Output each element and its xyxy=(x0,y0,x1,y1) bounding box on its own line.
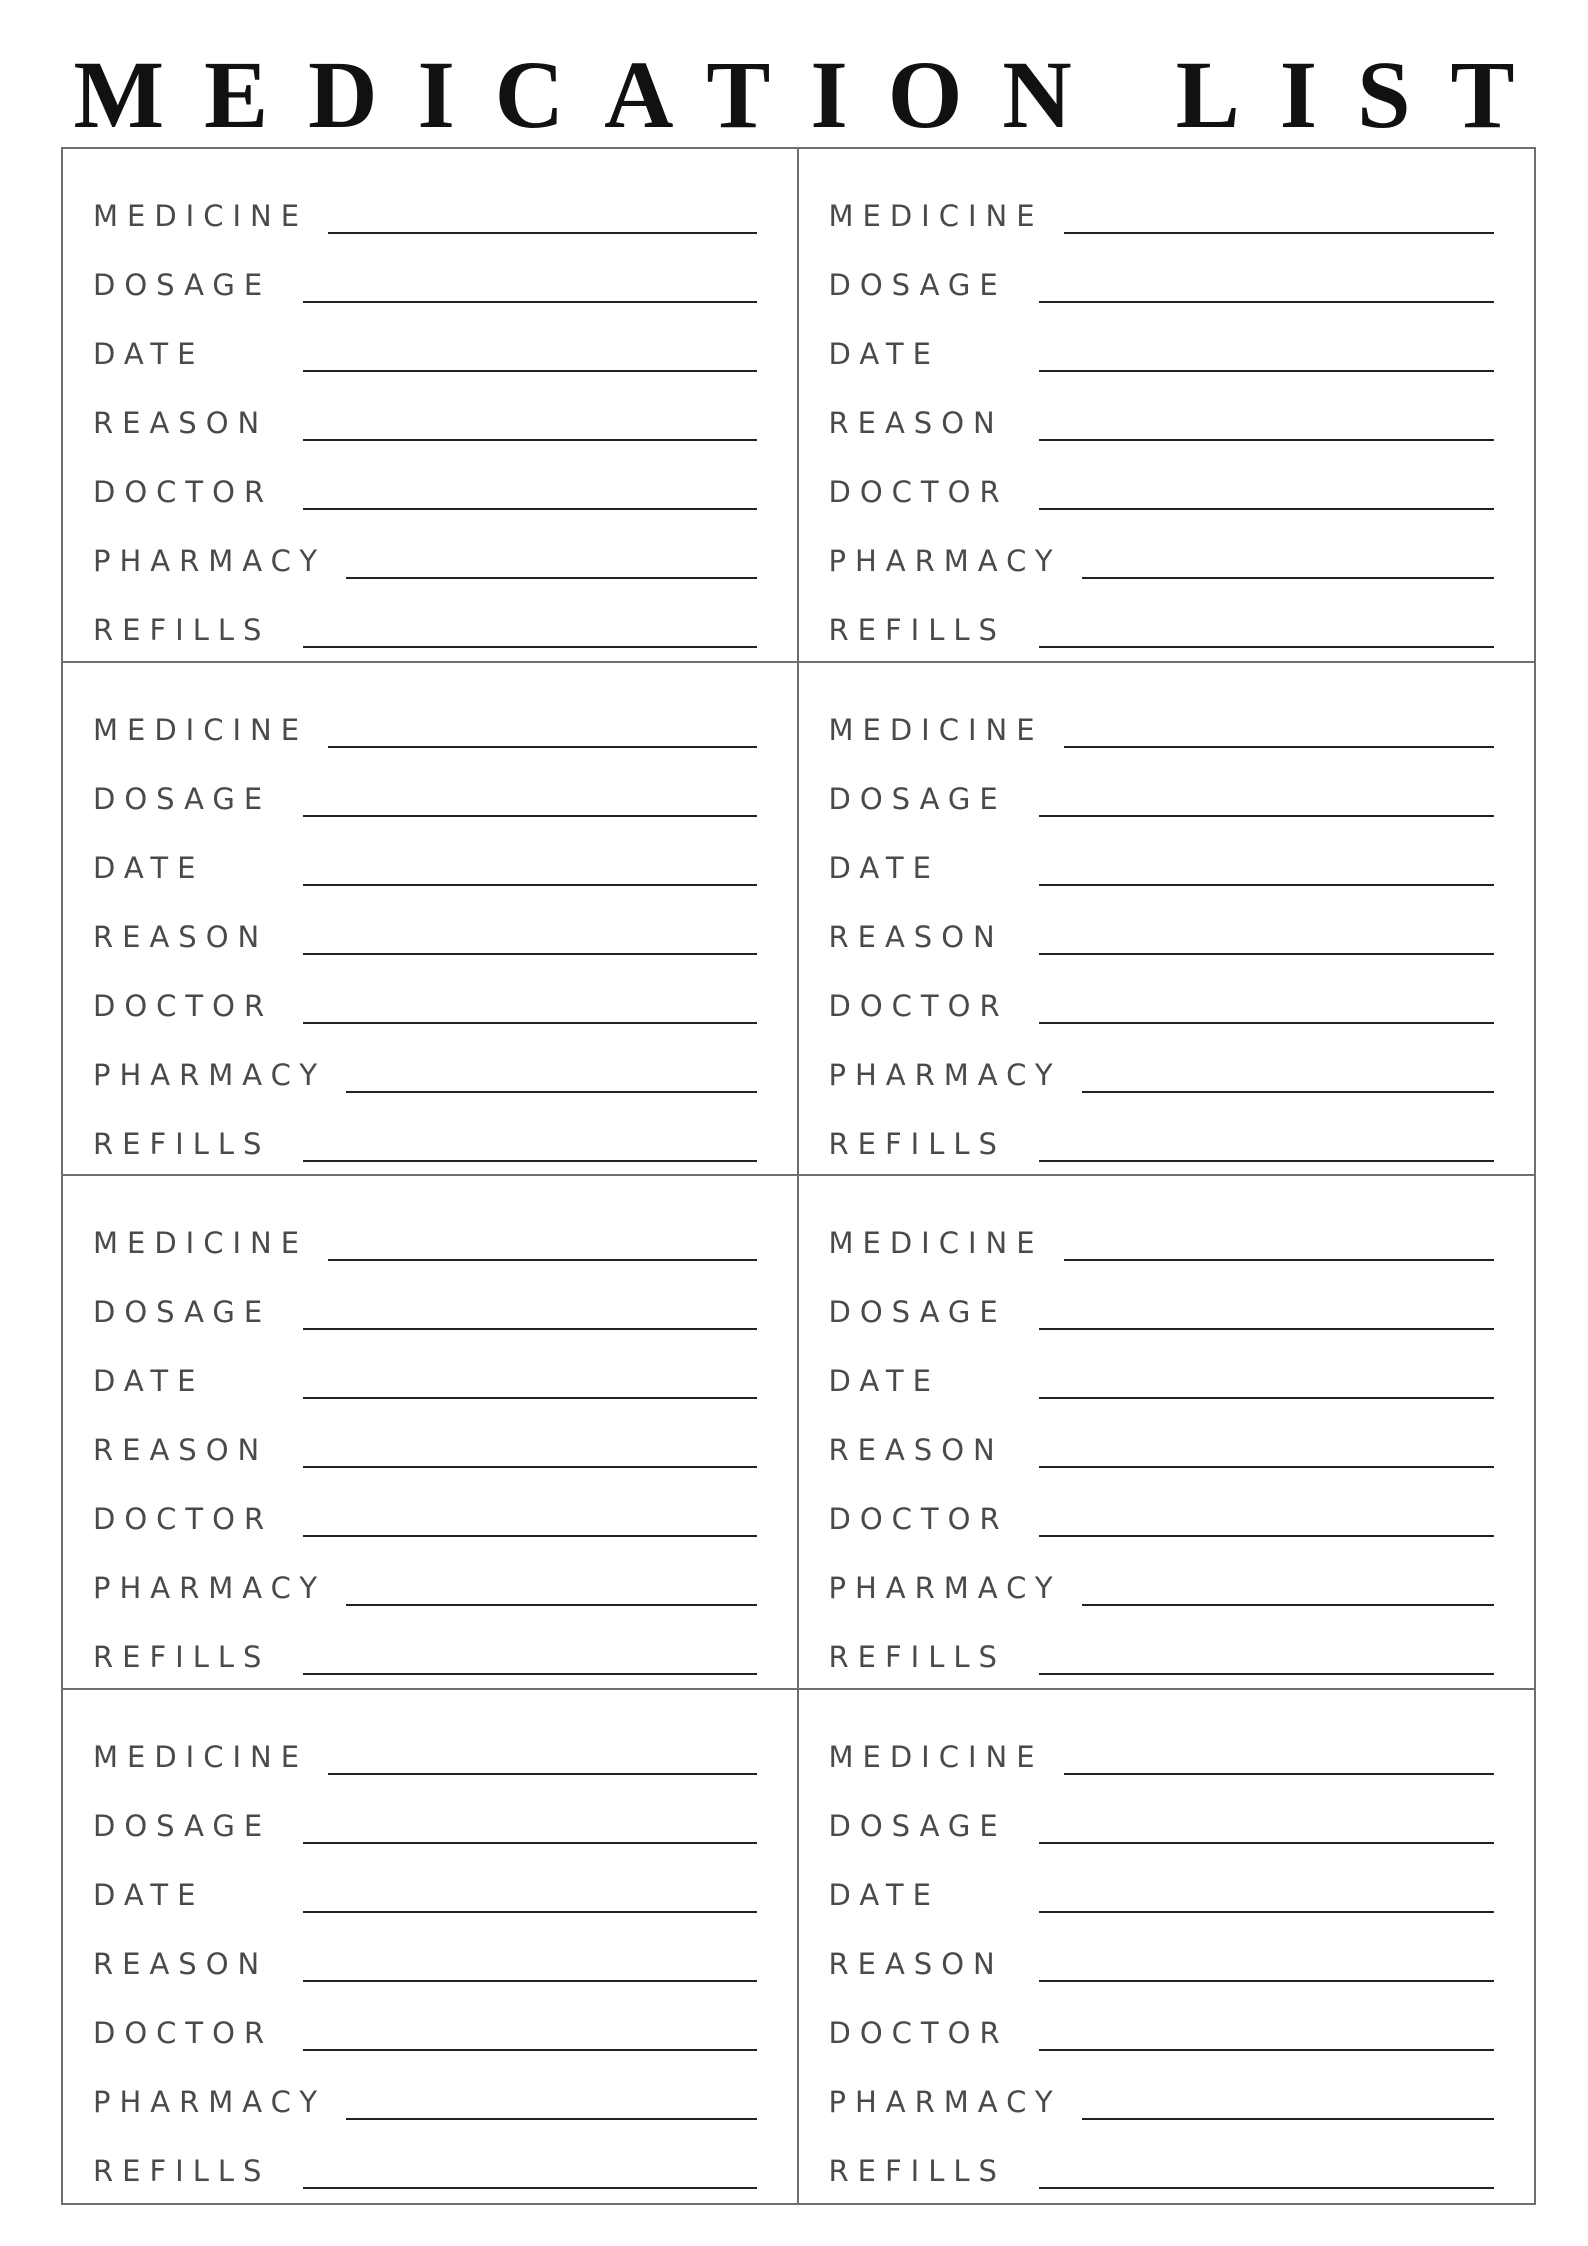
field-label: DOSAGE xyxy=(828,1808,1007,1843)
field-label: DOCTOR xyxy=(93,475,274,509)
field-label: DOCTOR xyxy=(93,988,274,1023)
write-in-line[interactable] xyxy=(303,370,757,372)
field-label: PHARMACY xyxy=(828,2084,1062,2119)
write-in-line[interactable] xyxy=(1039,1535,1495,1537)
field-row xyxy=(93,890,757,959)
write-in-line[interactable] xyxy=(328,1773,756,1775)
field-label: REFILLS xyxy=(828,1640,1006,1674)
field-label: REFILLS xyxy=(93,2153,271,2188)
write-in-line[interactable] xyxy=(1082,1604,1494,1606)
write-in-line[interactable] xyxy=(303,1022,757,1024)
write-in-line[interactable] xyxy=(303,1535,757,1537)
write-in-line[interactable] xyxy=(303,1842,757,1844)
write-in-line[interactable] xyxy=(1082,577,1494,579)
field-label: MEDICINE xyxy=(828,1226,1044,1260)
field-row xyxy=(93,1334,757,1403)
medication-card xyxy=(63,149,799,663)
write-in-line[interactable] xyxy=(346,1604,756,1606)
field-row xyxy=(829,1710,1495,1779)
write-in-line[interactable] xyxy=(1039,1673,1495,1675)
write-in-line[interactable] xyxy=(1039,646,1495,648)
write-in-line[interactable] xyxy=(346,1091,756,1093)
field-row xyxy=(829,1196,1495,1265)
field-label: DOCTOR xyxy=(828,475,1009,509)
field-label: PHARMACY xyxy=(828,1057,1062,1092)
write-in-line[interactable] xyxy=(1039,1022,1495,1024)
write-in-line[interactable] xyxy=(1039,953,1495,955)
write-in-line[interactable] xyxy=(1039,1842,1495,1844)
write-in-line[interactable] xyxy=(303,2049,757,2051)
write-in-line[interactable] xyxy=(1039,1911,1495,1913)
field-label: REASON xyxy=(828,1433,1004,1467)
write-in-line[interactable] xyxy=(1082,2118,1494,2120)
write-in-line[interactable] xyxy=(303,1397,757,1399)
field-row xyxy=(93,307,757,376)
write-in-line[interactable] xyxy=(303,1160,757,1162)
field-row xyxy=(829,1265,1495,1334)
write-in-line[interactable] xyxy=(328,1259,756,1261)
field-label: DOSAGE xyxy=(828,781,1007,816)
write-in-line[interactable] xyxy=(303,815,757,817)
field-label: DATE xyxy=(93,1364,205,1398)
write-in-line[interactable] xyxy=(1039,439,1495,441)
write-in-line[interactable] xyxy=(1039,2187,1495,2189)
field-row xyxy=(829,1028,1495,1097)
medication-card xyxy=(63,1176,799,1690)
medication-card xyxy=(799,1176,1535,1690)
field-row xyxy=(93,238,757,307)
write-in-line[interactable] xyxy=(303,439,757,441)
field-label: MEDICINE xyxy=(93,712,309,747)
write-in-line[interactable] xyxy=(303,884,757,886)
field-label: DOSAGE xyxy=(828,268,1007,302)
field-row xyxy=(93,821,757,890)
medication-card xyxy=(799,663,1535,1177)
write-in-line[interactable] xyxy=(303,508,757,510)
field-label: PHARMACY xyxy=(93,2084,327,2119)
field-label: REFILLS xyxy=(93,613,271,647)
field-label: DOCTOR xyxy=(828,2015,1009,2050)
field-row xyxy=(93,1917,757,1986)
field-label: DATE xyxy=(93,337,205,371)
field-row xyxy=(93,959,757,1028)
field-label: REASON xyxy=(828,919,1004,954)
medication-card xyxy=(799,1690,1535,2204)
field-row xyxy=(829,1403,1495,1472)
field-row xyxy=(93,1265,757,1334)
field-label: DATE xyxy=(828,850,940,885)
page-title: MEDICATION LIST xyxy=(73,41,1555,148)
field-row xyxy=(829,752,1495,821)
field-label: DOSAGE xyxy=(93,781,272,816)
field-row xyxy=(829,959,1495,1028)
field-row xyxy=(829,307,1495,376)
write-in-line[interactable] xyxy=(1039,2049,1495,2051)
field-row xyxy=(93,1541,757,1610)
field-row xyxy=(93,1028,757,1097)
field-label: REASON xyxy=(93,1433,269,1467)
field-row xyxy=(93,1403,757,1472)
write-in-line[interactable] xyxy=(303,2187,757,2189)
field-label: DOCTOR xyxy=(93,2015,274,2050)
field-row xyxy=(829,1986,1495,2055)
field-row xyxy=(93,1779,757,1848)
field-label: DATE xyxy=(93,1877,205,1912)
field-label: DOSAGE xyxy=(93,1295,272,1329)
field-row xyxy=(829,2124,1495,2193)
field-label: MEDICINE xyxy=(828,199,1044,233)
field-row xyxy=(829,1848,1495,1917)
field-label: DOSAGE xyxy=(93,1808,272,1843)
write-in-line[interactable] xyxy=(303,1673,757,1675)
field-label: MEDICINE xyxy=(828,712,1044,747)
field-row xyxy=(829,514,1495,583)
field-label: DOCTOR xyxy=(93,1502,274,1536)
write-in-line[interactable] xyxy=(346,2118,756,2120)
field-label: PHARMACY xyxy=(828,544,1062,578)
field-label: REASON xyxy=(93,919,269,954)
field-row xyxy=(93,583,757,652)
field-label: DATE xyxy=(93,850,205,885)
medication-card xyxy=(799,149,1535,663)
write-in-line[interactable] xyxy=(1064,746,1494,748)
field-label: PHARMACY xyxy=(93,544,327,578)
field-row xyxy=(829,1472,1495,1541)
field-row xyxy=(829,445,1495,514)
field-row xyxy=(829,1541,1495,1610)
field-row xyxy=(93,1986,757,2055)
field-row xyxy=(93,376,757,445)
write-in-line[interactable] xyxy=(303,301,757,303)
field-row xyxy=(93,2124,757,2193)
write-in-line[interactable] xyxy=(303,1911,757,1913)
field-row xyxy=(93,1196,757,1265)
write-in-line[interactable] xyxy=(1064,232,1494,234)
write-in-line[interactable] xyxy=(1039,1466,1495,1468)
field-label: DATE xyxy=(828,1877,940,1912)
medication-card xyxy=(63,663,799,1177)
field-label: REASON xyxy=(828,406,1004,440)
field-row xyxy=(829,821,1495,890)
field-label: REASON xyxy=(93,406,269,440)
field-row xyxy=(829,376,1495,445)
field-label: MEDICINE xyxy=(93,1739,309,1774)
field-label: REFILLS xyxy=(828,1126,1006,1161)
field-row xyxy=(829,683,1495,752)
field-row xyxy=(93,683,757,752)
field-row xyxy=(93,752,757,821)
write-in-line[interactable] xyxy=(346,577,756,579)
field-label: REFILLS xyxy=(93,1640,271,1674)
write-in-line[interactable] xyxy=(303,1328,757,1330)
field-row xyxy=(829,1779,1495,1848)
write-in-line[interactable] xyxy=(1039,1980,1495,1982)
field-row xyxy=(93,1710,757,1779)
field-row xyxy=(93,1610,757,1679)
field-row xyxy=(829,1610,1495,1679)
field-label: DOCTOR xyxy=(828,988,1009,1023)
field-row xyxy=(93,445,757,514)
field-row xyxy=(93,1472,757,1541)
field-row xyxy=(829,583,1495,652)
field-row xyxy=(829,890,1495,959)
write-in-line[interactable] xyxy=(1039,884,1495,886)
field-label: REFILLS xyxy=(828,613,1006,647)
write-in-line[interactable] xyxy=(1039,815,1495,817)
field-row xyxy=(829,1917,1495,1986)
field-label: PHARMACY xyxy=(828,1571,1062,1605)
write-in-line[interactable] xyxy=(1064,1259,1494,1261)
medication-grid xyxy=(61,147,1536,2205)
field-label: REFILLS xyxy=(93,1126,271,1161)
field-row xyxy=(93,1848,757,1917)
write-in-line[interactable] xyxy=(303,646,757,648)
field-label: REASON xyxy=(93,1946,269,1981)
write-in-line[interactable] xyxy=(1039,1328,1495,1330)
write-in-line[interactable] xyxy=(303,1466,757,1468)
field-row xyxy=(829,169,1495,238)
field-row xyxy=(93,1097,757,1166)
field-label: DATE xyxy=(828,1364,940,1398)
field-row xyxy=(93,2055,757,2124)
write-in-line[interactable] xyxy=(1039,1160,1495,1162)
field-label: PHARMACY xyxy=(93,1057,327,1092)
write-in-line[interactable] xyxy=(303,1980,757,1982)
write-in-line[interactable] xyxy=(328,232,756,234)
write-in-line[interactable] xyxy=(1039,508,1495,510)
medication-card xyxy=(63,1690,799,2204)
field-row xyxy=(93,514,757,583)
field-row xyxy=(93,169,757,238)
field-label: REASON xyxy=(828,1946,1004,1981)
write-in-line[interactable] xyxy=(1039,370,1495,372)
field-label: MEDICINE xyxy=(93,199,309,233)
field-label: DATE xyxy=(828,337,940,371)
field-row xyxy=(829,1334,1495,1403)
write-in-line[interactable] xyxy=(1039,1397,1495,1399)
field-label: DOSAGE xyxy=(93,268,272,302)
write-in-line[interactable] xyxy=(303,953,757,955)
field-row xyxy=(829,1097,1495,1166)
field-label: DOSAGE xyxy=(828,1295,1007,1329)
write-in-line[interactable] xyxy=(328,746,756,748)
field-label: DOCTOR xyxy=(828,1502,1009,1536)
field-label: MEDICINE xyxy=(93,1226,309,1260)
field-row xyxy=(829,238,1495,307)
field-label: PHARMACY xyxy=(93,1571,327,1605)
field-label: REFILLS xyxy=(828,2153,1006,2188)
write-in-line[interactable] xyxy=(1039,301,1495,303)
field-label: MEDICINE xyxy=(828,1739,1044,1774)
write-in-line[interactable] xyxy=(1064,1773,1494,1775)
field-row xyxy=(829,2055,1495,2124)
write-in-line[interactable] xyxy=(1082,1091,1494,1093)
